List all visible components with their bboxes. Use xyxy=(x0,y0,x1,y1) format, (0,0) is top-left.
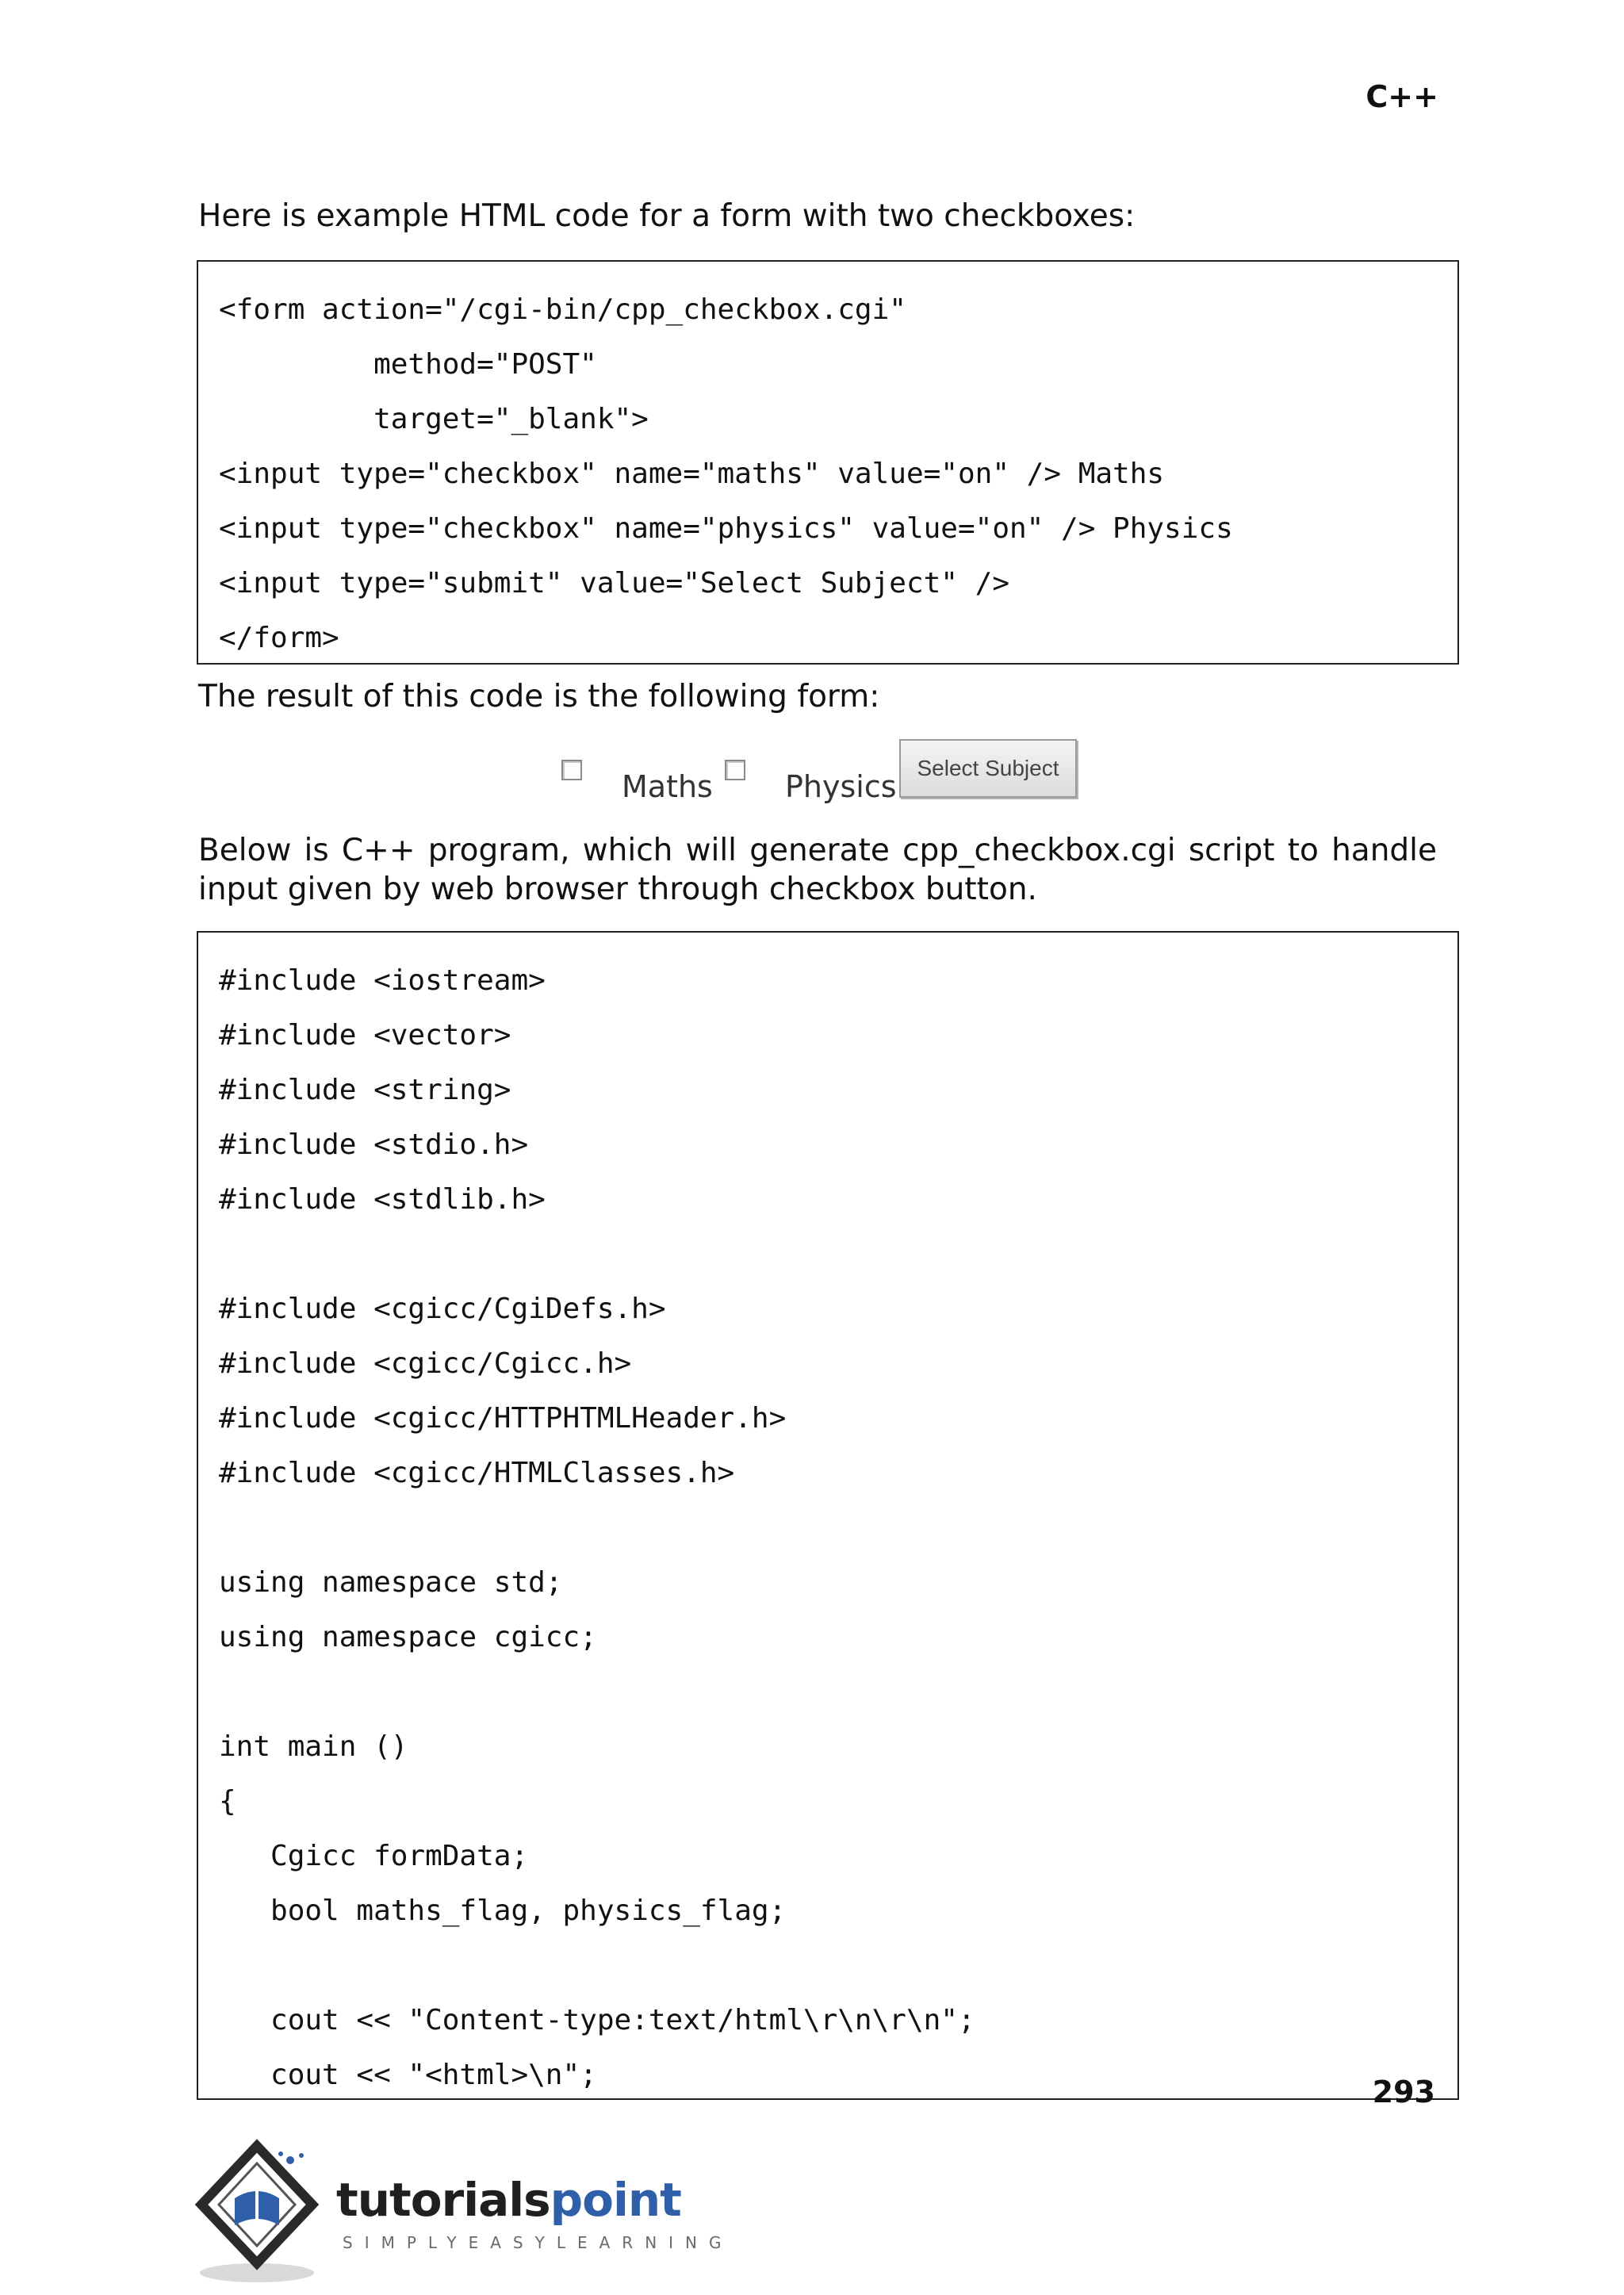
physics-checkbox[interactable] xyxy=(725,760,745,780)
code-line: cout << "Content-type:text/html\r\n\r\n"; xyxy=(219,2004,975,2036)
code-line: #include <vector> xyxy=(219,1019,511,1052)
code-line: using namespace cgicc; xyxy=(219,1621,597,1653)
html-code-block xyxy=(197,260,1459,665)
tutorialspoint-logo xyxy=(193,2132,733,2290)
code-line: <form action="/cgi-bin/cpp_checkbox.cgi" xyxy=(219,293,906,326)
code-line: <input type="checkbox" name="maths" value="on" /> Maths xyxy=(219,458,1165,490)
code-line: #include <stdio.h> xyxy=(219,1128,529,1161)
select-subject-button[interactable]: Select Subject xyxy=(899,739,1077,798)
code-line: Cgicc formData; xyxy=(219,1840,529,1872)
intro-paragraph: Here is example HTML code for a form with two checkboxes: xyxy=(198,198,1136,234)
code-line: #include <string> xyxy=(219,1074,511,1106)
code-line xyxy=(219,1665,1457,1719)
rendered-form-demo xyxy=(555,736,1094,804)
logo-emblem-icon xyxy=(193,2132,336,2290)
below-paragraph: Below is C++ program, which will generate cpp_checkbox.cgi script to handle input given by web browser through checkbox button. xyxy=(198,833,1437,907)
code-line xyxy=(219,1227,1457,1282)
code-line: int main () xyxy=(219,1730,408,1763)
maths-checkbox[interactable] xyxy=(561,760,582,780)
code-line: <input type="checkbox" name="physics" value="on" /> Physics xyxy=(219,512,1233,545)
code-line: method="POST" xyxy=(219,348,597,381)
maths-label: Maths xyxy=(622,769,713,804)
code-line: </form> xyxy=(219,622,339,654)
code-line: { xyxy=(219,1785,236,1818)
code-line: #include <cgicc/HTTPHTMLHeader.h> xyxy=(219,1402,787,1435)
logo-word-tutorials: tutorials xyxy=(336,2173,550,2227)
code-line: using namespace std; xyxy=(219,1566,563,1599)
logo-tagline: SIMPLYEASYLEARNING xyxy=(343,2233,733,2252)
code-line: #include <iostream> xyxy=(219,964,546,997)
code-line: #include <cgicc/CgiDefs.h> xyxy=(219,1293,666,1325)
code-line xyxy=(219,1938,1457,1993)
page-header-title: C++ xyxy=(1365,79,1438,114)
code-line: bool maths_flag, physics_flag; xyxy=(219,1895,787,1927)
result-paragraph: The result of this code is the following form: xyxy=(198,679,880,715)
code-line: #include <cgicc/Cgicc.h> xyxy=(219,1347,632,1380)
code-line: target="_blank"> xyxy=(219,403,649,435)
physics-label: Physics xyxy=(785,769,897,804)
cpp-code-block xyxy=(197,931,1459,2100)
logo-wordmark xyxy=(336,2173,681,2227)
code-line: #include <cgicc/HTMLClasses.h> xyxy=(219,1457,735,1489)
code-line: #include <stdlib.h> xyxy=(219,1183,546,1216)
logo-word-point: point xyxy=(550,2173,681,2227)
page-number: 293 xyxy=(1372,2075,1435,2109)
code-line: cout << "<html>\n"; xyxy=(219,2059,597,2091)
code-line xyxy=(219,1500,1457,1555)
code-line: <input type="submit" value="Select Subject" /> xyxy=(219,567,1009,600)
